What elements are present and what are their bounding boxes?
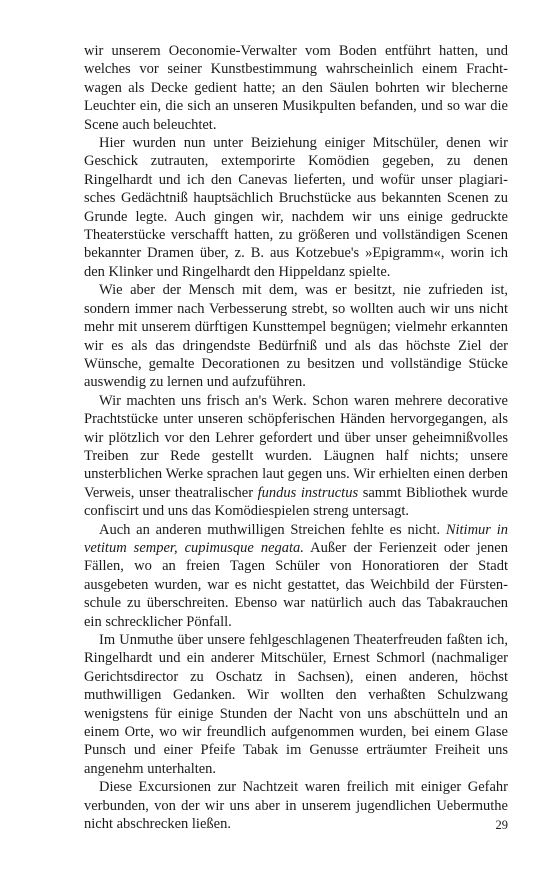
paragraph-6-text: Im Unmuthe über unsere fehlgeschlagenen Theaterfreuden faßten ich, Ringelhardt und ein anderer Mitschüler, Ernest Schmorl (nachmaliger Gerichtsdirector zu Oschatz in Sachsen), einen anderen, höchst muthwilligen Gedanken. Wir wollten den verhaßten Schulzwang wenigstens für einige Stunden der Nacht von uns abschütteln und an einem Orte, wo wir freundlich aufgenommen wurden, bei einem Glase Punsch und einer Pfeife Tabak im Genusse erträumter Freiheit uns angenehm unterhalten. (84, 632, 508, 777)
paragraph-3-text: Wie aber der Mensch mit dem, was er besitzt, nie zufrieden ist, sondern immer nach Verbesserung strebt, so wollten auch wir uns nicht mehr mit unserem dürftigen Kunsttempel begnügen; vielmehr erkannten wir es als das dringendste Bedürfniß und als das höchste Ziel der Wünsche, gemalte Decorationen zu besitzen und vollständige Stücke auswendig zu lernen und aufzuführen. (84, 282, 508, 391)
paragraph-3 (84, 281, 508, 391)
page-body (84, 42, 508, 833)
paragraph-7 (84, 778, 508, 833)
paragraph-2 (84, 134, 508, 281)
page-number: 29 (495, 818, 508, 832)
paragraph-1 (84, 42, 508, 134)
paragraph-5 (84, 521, 508, 631)
paragraph-4-text-b: sammt Bibliothek wurde confiscirt und uns das Komödiespielen streng untersagt. (84, 484, 508, 520)
paragraph-4-latin-term: fundus instructus (257, 484, 359, 501)
paragraph-5-text-b: Außer der Ferienzeit oder jenen Fällen, wo an freien Tagen Schüler von Honoratioren der Stadt ausgebeten wurden, war es nicht gestattet, das Weichbild der Fürstenschule zu überschreiten. Ebenso war natürlich auch das Tabakrauchen ein schrecklicher Pönfall. (84, 539, 508, 630)
paragraph-4-text-a: Wir machten uns frisch an's Werk. Schon waren mehrere decorative Prachtstücke unter unseren schöpferischen Händen hervorgegangen, als wir plötzlich vor den Lehrer gefordert und über unser geheimnißvolles Treiben zur Rede gestellt wurden. Läugnen half nichts; unsere unsterblichen Werke sprachen laut gegen uns. Wir erhielten einen derben Verweis, unser theatralischer (84, 392, 508, 501)
paragraph-1-text: wir unserem Oeconomie-Verwalter vom Boden entführt hatten, und welches vor seiner Kunstbestimmung wahrscheinlich einem Frachtwagen als Decke gedient hatte; an den Säulen bohrten wir blecherne Leuchter ein, die sich an unseren Musikpulten befanden, und so war die Scene auch beleuchtet. (84, 43, 508, 133)
paragraph-6 (84, 631, 508, 778)
paragraph-4 (84, 392, 508, 521)
paragraph-2-text: Hier wurden nun unter Beiziehung einiger Mitschüler, denen wir Geschick zutrauten, extemporirte Komödien gegeben, zu denen Ringelhardt und ich den Canevas lieferten, und wofür unser plagiarisches Gedächtniß hauptsächlich Bruchstücke aus bekannten Scenen zu Grunde legte. Auch gingen wir, nachdem wir uns einige gedruckte Theaterstücke verschafft hatten, zu größeren und vollständigen Scenen bekannter Dramen über, z. B. aus Kotzebue's »Epigramm«, worin ich den Klinker und Ringelhardt den Hippeldanz spielte. (84, 135, 508, 280)
paragraph-5-text-a: Auch an anderen muthwilligen Streichen fehlte es nicht. (99, 521, 446, 538)
paragraph-7-text: Diese Excursionen zur Nachtzeit waren freilich mit einiger Gefahr verbunden, von der wir uns aber in unserem jugendlichen Uebermuthe nicht abschrecken ließen. (84, 779, 508, 833)
paragraph-5-latin-quote: Nitimur in vetitum semper, cupimusque negata. (84, 521, 508, 556)
